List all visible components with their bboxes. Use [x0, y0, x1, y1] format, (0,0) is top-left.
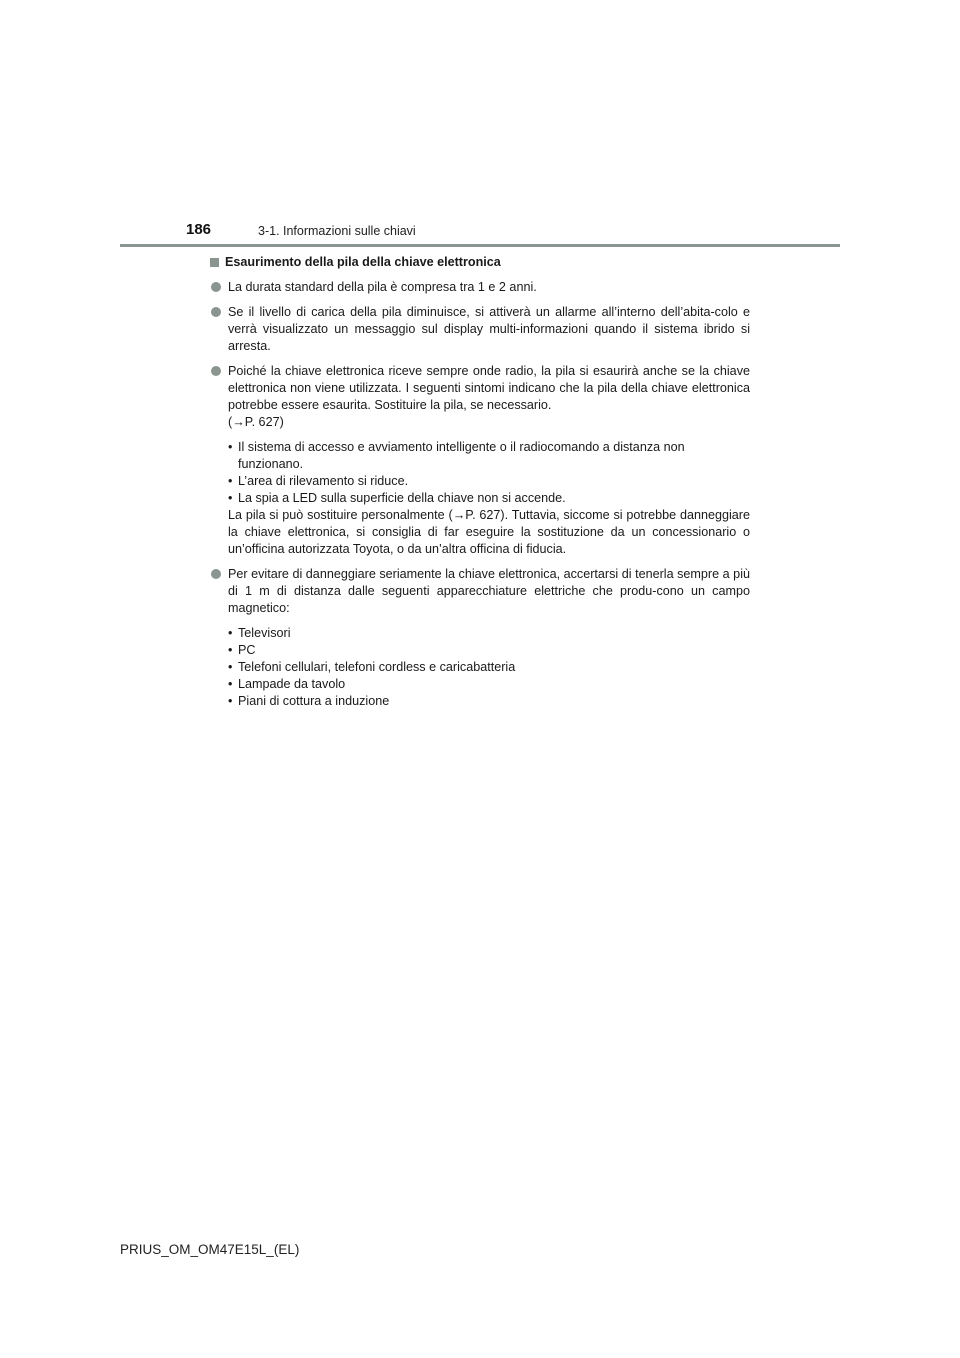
sub-list-item: • Telefoni cellulari, telefoni cordless e caricabatteria	[228, 659, 750, 676]
circle-bullet-icon	[211, 307, 221, 317]
section-heading	[210, 254, 750, 271]
sub-list-item: • Piani di cottura a induzione	[228, 693, 750, 710]
list-item-text: Per evitare di danneggiare seriamente la chiave elettronica, accertarsi di tenerla sempre a più di 1 m di distanza dalle seguenti apparecchiature elettriche che produ-cono un campo magnetico:	[228, 567, 750, 615]
page-content	[210, 254, 750, 718]
list-item	[210, 279, 750, 296]
square-bullet-icon	[210, 258, 219, 267]
sub-list-item: • Il sistema di accesso e avviamento intelligente o il radiocomando a distanza non funzionano.	[228, 439, 750, 473]
header-rule	[120, 244, 840, 247]
list-item	[210, 363, 750, 558]
replacement-note: La pila si può sostituire personalmente (→P. 627). Tuttavia, siccome si potrebbe danneggiare la chiave elettronica, si consiglia di far eseguire la sostituzione da un concessionario o un’officina autorizzata Toyota, o da un’altra officina di fiducia.	[228, 508, 750, 556]
list-item	[210, 304, 750, 355]
sub-list-item: • La spia a LED sulla superficie della chiave non si accende.	[228, 490, 750, 507]
circle-bullet-icon	[211, 366, 221, 376]
section-heading-text: Esaurimento della pila della chiave elettronica	[225, 255, 501, 269]
list-item-text: La durata standard della pila è compresa tra 1 e 2 anni.	[228, 280, 537, 294]
document-code: PRIUS_OM_OM47E15L_(EL)	[120, 1242, 300, 1257]
section-label: 3-1. Informazioni sulle chiavi	[258, 224, 416, 238]
list-item	[210, 566, 750, 710]
sub-list-item: • L’area di rilevamento si riduce.	[228, 473, 750, 490]
appliance-list	[228, 625, 750, 710]
sub-list-item: • PC	[228, 642, 750, 659]
list-item-text: Poiché la chiave elettronica riceve sempre onde radio, la pila si esaurirà anche se la chiave elettronica non viene utilizzata. I seguenti sintomi indicano che la pila della chiave elettronica potrebbe essere esaurita. Sostituire la pila, se necessario.	[228, 364, 750, 412]
sub-list-item: • Televisori	[228, 625, 750, 642]
sub-list-item: • Lampade da tavolo	[228, 676, 750, 693]
list-item-text: Se il livello di carica della pila diminuisce, si attiverà un allarme all’interno dell’abita-colo e verrà visualizzato un messaggio sul display multi-informazioni quando il sistema ibrido si arresta.	[228, 305, 750, 353]
page-number: 186	[186, 221, 212, 238]
symptom-list	[228, 439, 750, 507]
circle-bullet-icon	[211, 569, 221, 579]
circle-bullet-icon	[211, 282, 221, 292]
page-reference: (→P. 627)	[228, 415, 284, 429]
